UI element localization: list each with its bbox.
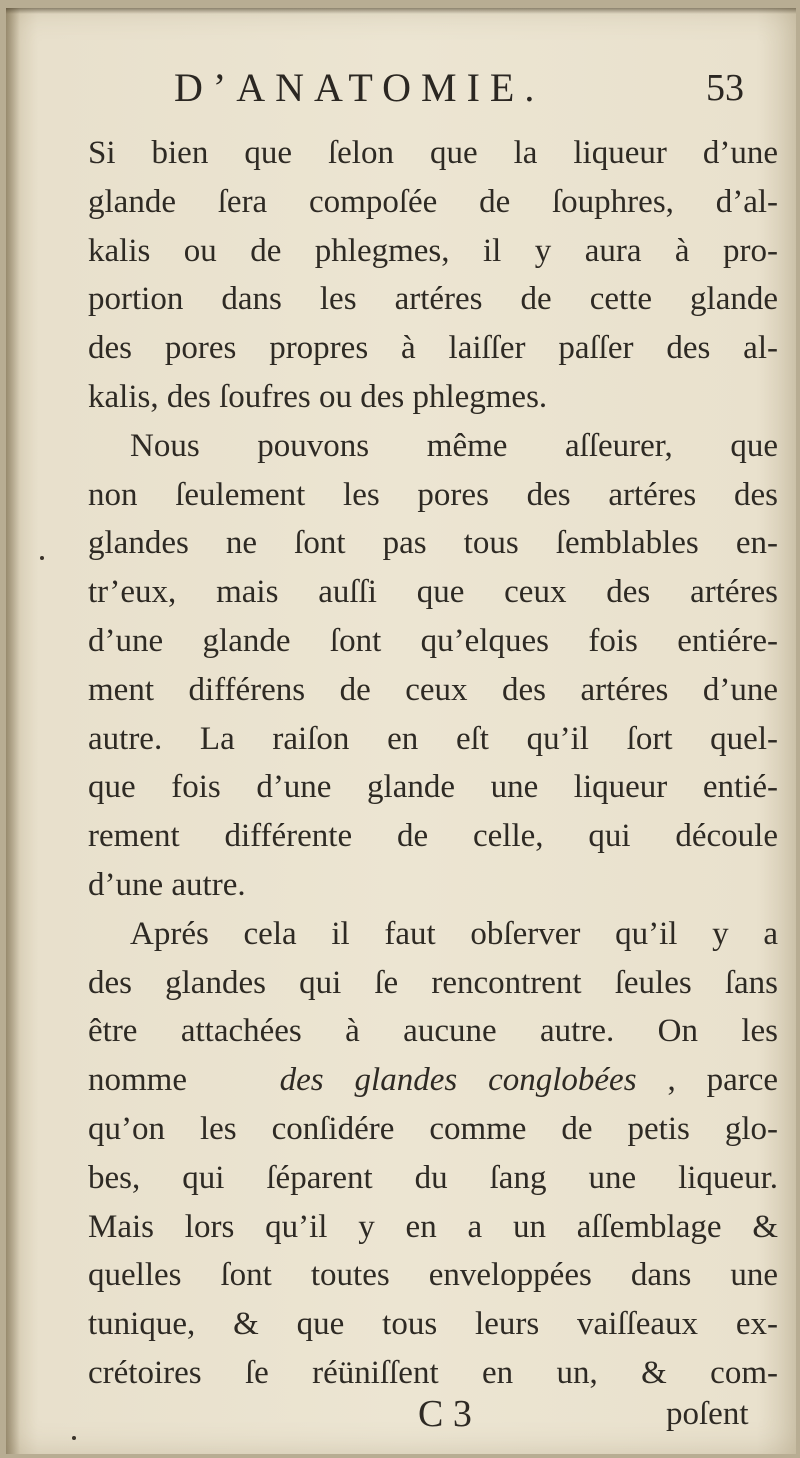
text-line: glandes ne ſont pas tous ſemblables en- — [88, 525, 778, 562]
text-line: des glandes qui ſe rencontrent ſeules ſans — [88, 964, 778, 1001]
text-line: Mais lors qu’il y en a un aſſemblage & — [88, 1208, 778, 1245]
signature-mark: C 3 — [418, 1393, 472, 1435]
text-line: que fois d’une glande une liqueur entié- — [88, 769, 778, 806]
book-page — [6, 8, 796, 1454]
gutter-shadow — [6, 8, 20, 1454]
page-footer — [6, 1392, 796, 1442]
text-line: bes, qui ſéparent du ſang une liqueur. — [88, 1159, 778, 1196]
text-line: non ſeulement les pores des artéres des — [88, 476, 778, 513]
top-edge-shadow — [6, 8, 796, 14]
text-line: autre. La raiſon en eſt qu’il ſort quel- — [88, 720, 778, 757]
text-line: kalis, des ſoufres ou des phlegmes. — [88, 378, 548, 415]
text-line: d’une glande ſont qu’elques fois entiére- — [88, 622, 778, 659]
ink-speck — [40, 556, 44, 560]
text-line-mixed — [88, 1056, 778, 1105]
page-header — [6, 64, 796, 124]
text-line: Nous pouvons même aſſeurer, que — [130, 427, 778, 464]
text-fragment: nomme — [88, 1062, 187, 1099]
text-line: Aprés cela il faut obſerver qu’il y a — [130, 915, 778, 952]
text-line: kalis ou de phlegmes, il y aura à pro- — [88, 232, 778, 269]
text-line: crétoires ſe réüniſſent en un, & com- — [88, 1354, 778, 1391]
text-line: d’une autre. — [88, 866, 246, 903]
text-line: rement différente de celle, qui découle — [88, 818, 778, 855]
page-number: 53 — [706, 67, 744, 109]
text-line: des pores propres à laiſſer paſſer des al- — [88, 330, 778, 367]
text-line: quelles ſont toutes enveloppées dans une — [88, 1257, 778, 1294]
text-line: être attachées à aucune autre. On les — [88, 1013, 778, 1050]
text-line: tunique, & que tous leurs vaiſſeaux ex- — [88, 1306, 778, 1343]
body-text — [88, 129, 778, 1398]
ink-speck — [72, 1436, 76, 1440]
running-title: D’ANATOMIE. — [174, 65, 545, 110]
italic-term: des glandes conglobées — [279, 1062, 637, 1099]
text-line: tr’eux, mais auſſi que ceux des artéres — [88, 574, 778, 611]
text-fragment: , parce — [667, 1062, 779, 1099]
catchword: poſent — [666, 1396, 749, 1432]
text-line: ment différens de ceux des artéres d’une — [88, 671, 778, 708]
text-line: Si bien que ſelon que la liqueur d’une — [88, 135, 778, 171]
text-line: glande ſera compoſée de ſouphres, d’al- — [88, 183, 778, 220]
text-line: qu’on les conſidére comme de petis glo- — [88, 1110, 778, 1147]
text-line: portion dans les artéres de cette glande — [88, 281, 778, 318]
